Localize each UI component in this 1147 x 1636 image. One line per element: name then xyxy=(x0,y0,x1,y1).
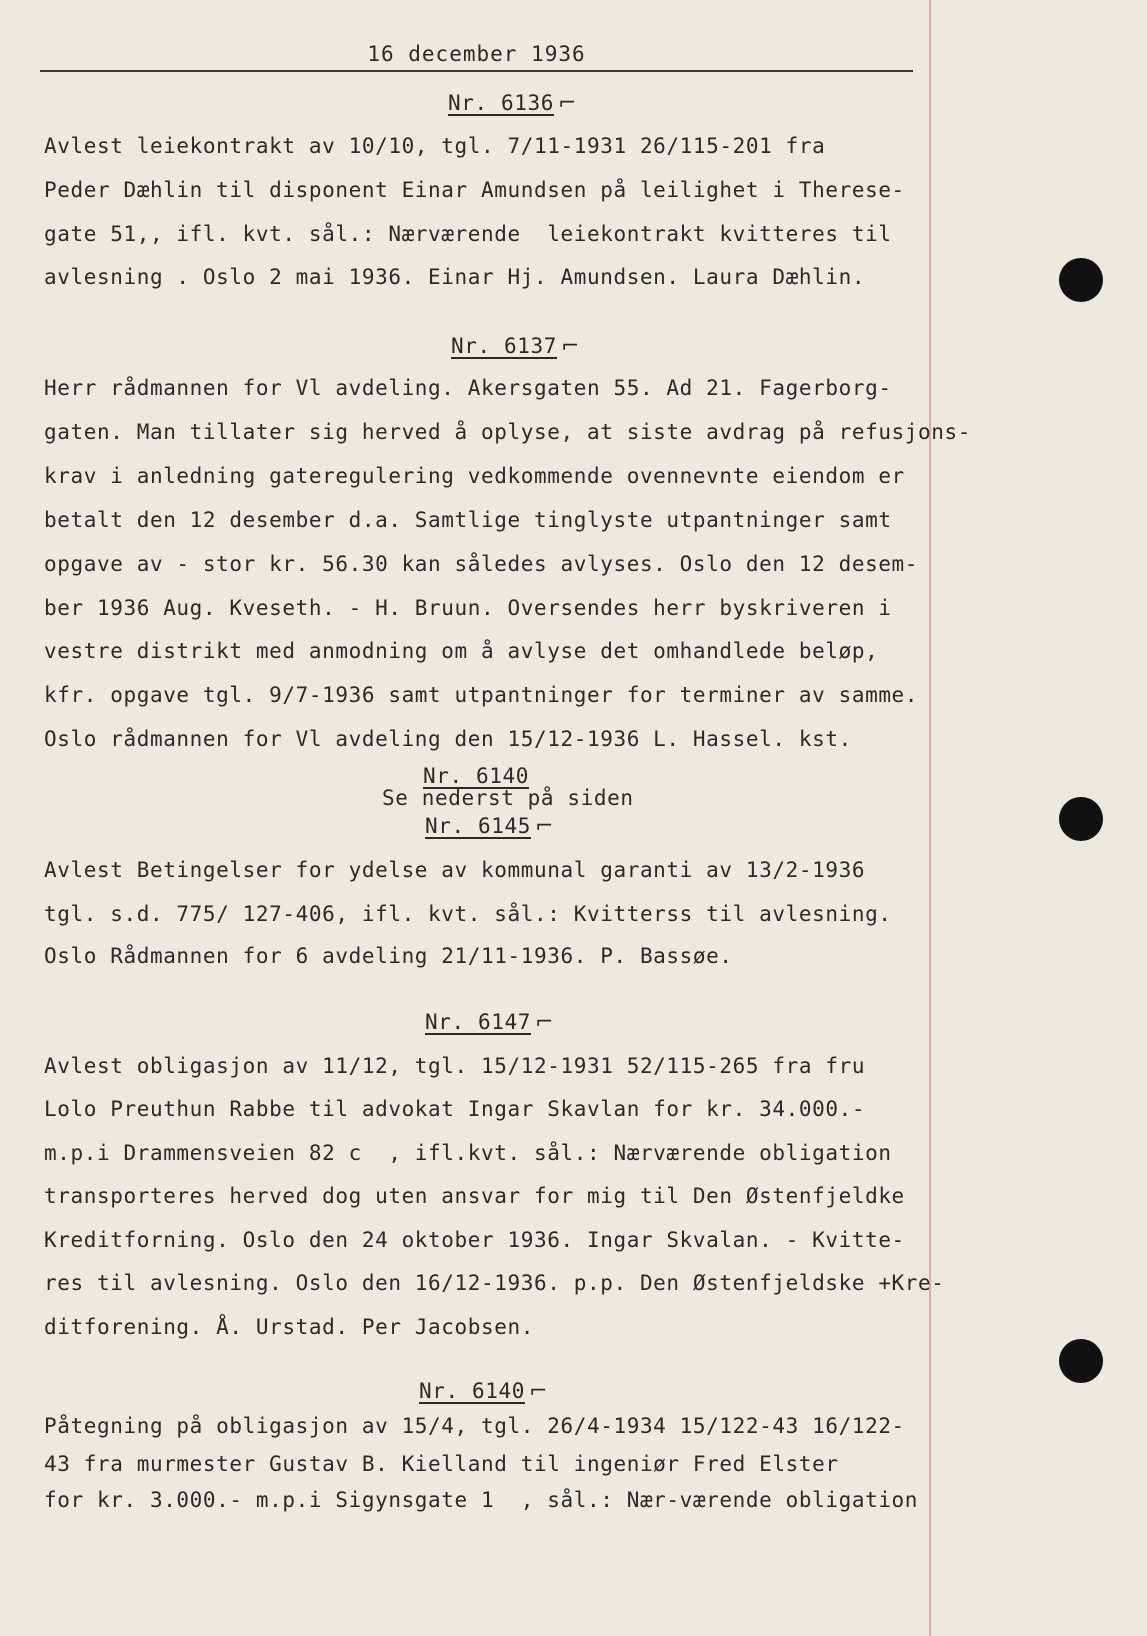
text-line: gate 51,, ifl. kvt. sål.: Nærværende leiekontrakt kvitteres til xyxy=(44,222,892,246)
initials-mark: ⌐ xyxy=(534,1010,554,1035)
text-line: krav i anledning gateregulering vedkommende ovennevnte eiendom er xyxy=(44,464,905,488)
entry-number-text: Nr. 6137 xyxy=(451,334,557,358)
entry-number-text: Nr. 6145 xyxy=(425,814,531,838)
text-line: Herr rådmannen for Vl avdeling. Akersgaten 55. Ad 21. Fagerborg- xyxy=(44,376,892,400)
text-line: Peder Dæhlin til disponent Einar Amundsen på leilighet i Therese- xyxy=(44,178,905,202)
binder-hole xyxy=(1059,797,1103,841)
entry-number xyxy=(448,93,577,115)
entry-number-text: Nr. 6147 xyxy=(425,1010,531,1034)
text-line: Lolo Preuthun Rabbe til advokat Ingar Skavlan for kr. 34.000.- xyxy=(44,1097,866,1121)
entry-number xyxy=(451,336,580,358)
text-line: opgave av - stor kr. 56.30 kan således avlyses. Oslo den 12 desem- xyxy=(44,552,919,576)
entry-number xyxy=(425,816,554,838)
entry-number-text: Nr. 6140 xyxy=(419,1379,525,1403)
initials-mark: ⌐ xyxy=(557,91,577,116)
entry-number-text: Nr. 6136 xyxy=(448,91,554,115)
text-line: for kr. 3.000.- m.p.i Sigynsgate 1 , sål.: Nær-værende obligation xyxy=(44,1488,919,1512)
text-line: Avlest obligasjon av 11/12, tgl. 15/12-1931 52/115-265 fra fru xyxy=(44,1054,866,1078)
entry-number xyxy=(425,1012,554,1034)
text-line: res til avlesning. Oslo den 16/12-1936. p.p. Den Østenfjeldske +Kre- xyxy=(44,1271,945,1295)
text-line: Påtegning på obligasjon av 15/4, tgl. 26/4-1934 15/122-43 16/122- xyxy=(44,1414,905,1438)
page-date-header: 16 december 1936 xyxy=(367,42,586,66)
text-line: Avlest Betingelser for ydelse av kommunal garanti av 13/2-1936 xyxy=(44,858,866,882)
text-line: kfr. opgave tgl. 9/7-1936 samt utpantninger for terminer av samme. xyxy=(44,683,919,707)
text-line: Oslo Rådmannen for 6 avdeling 21/11-1936. P. Bassøe. xyxy=(44,944,733,968)
entry-number xyxy=(419,1381,548,1403)
binder-hole xyxy=(1059,258,1103,302)
text-line: Oslo rådmannen for Vl avdeling den 15/12-1936 L. Hassel. kst. xyxy=(44,727,852,751)
header-rule xyxy=(40,70,913,72)
text-line: Avlest leiekontrakt av 10/10, tgl. 7/11-1931 26/115-201 fra xyxy=(44,134,826,158)
text-line: 43 fra murmester Gustav B. Kielland til ingeniør Fred Elster xyxy=(44,1452,839,1476)
text-line: gaten. Man tillater sig herved å oplyse, at siste avdrag på refusjons- xyxy=(44,420,972,444)
binder-hole xyxy=(1059,1339,1103,1383)
initials-mark: ⌐ xyxy=(528,1379,548,1404)
text-line: ber 1936 Aug. Kveseth. - H. Bruun. Oversendes herr byskriveren i xyxy=(44,596,892,620)
cross-reference-note: Se nederst på siden xyxy=(382,786,634,810)
margin-rule xyxy=(929,0,931,1636)
text-line: vestre distrikt med anmodning om å avlyse det omhandlede beløp, xyxy=(44,639,879,663)
text-line: m.p.i Drammensveien 82 c , ifl.kvt. sål.: Nærværende obligation xyxy=(44,1141,892,1165)
text-line: Kreditforning. Oslo den 24 oktober 1936. Ingar Skvalan. - Kvitte- xyxy=(44,1228,905,1252)
text-line: tgl. s.d. 775/ 127-406, ifl. kvt. sål.: Kvitterss til avlesning. xyxy=(44,902,892,926)
initials-mark: ⌐ xyxy=(534,814,554,839)
text-line: avlesning . Oslo 2 mai 1936. Einar Hj. Amundsen. Laura Dæhlin. xyxy=(44,265,866,289)
text-line: ditforening. Å. Urstad. Per Jacobsen. xyxy=(44,1315,534,1339)
text-line: transporteres herved dog uten ansvar for mig til Den Østenfjeldke xyxy=(44,1184,905,1208)
text-line: betalt den 12 desember d.a. Samtlige tinglyste utpantninger samt xyxy=(44,508,892,532)
entry-number: Nr. 6140 xyxy=(423,764,529,788)
initials-mark: ⌐ xyxy=(560,334,580,359)
